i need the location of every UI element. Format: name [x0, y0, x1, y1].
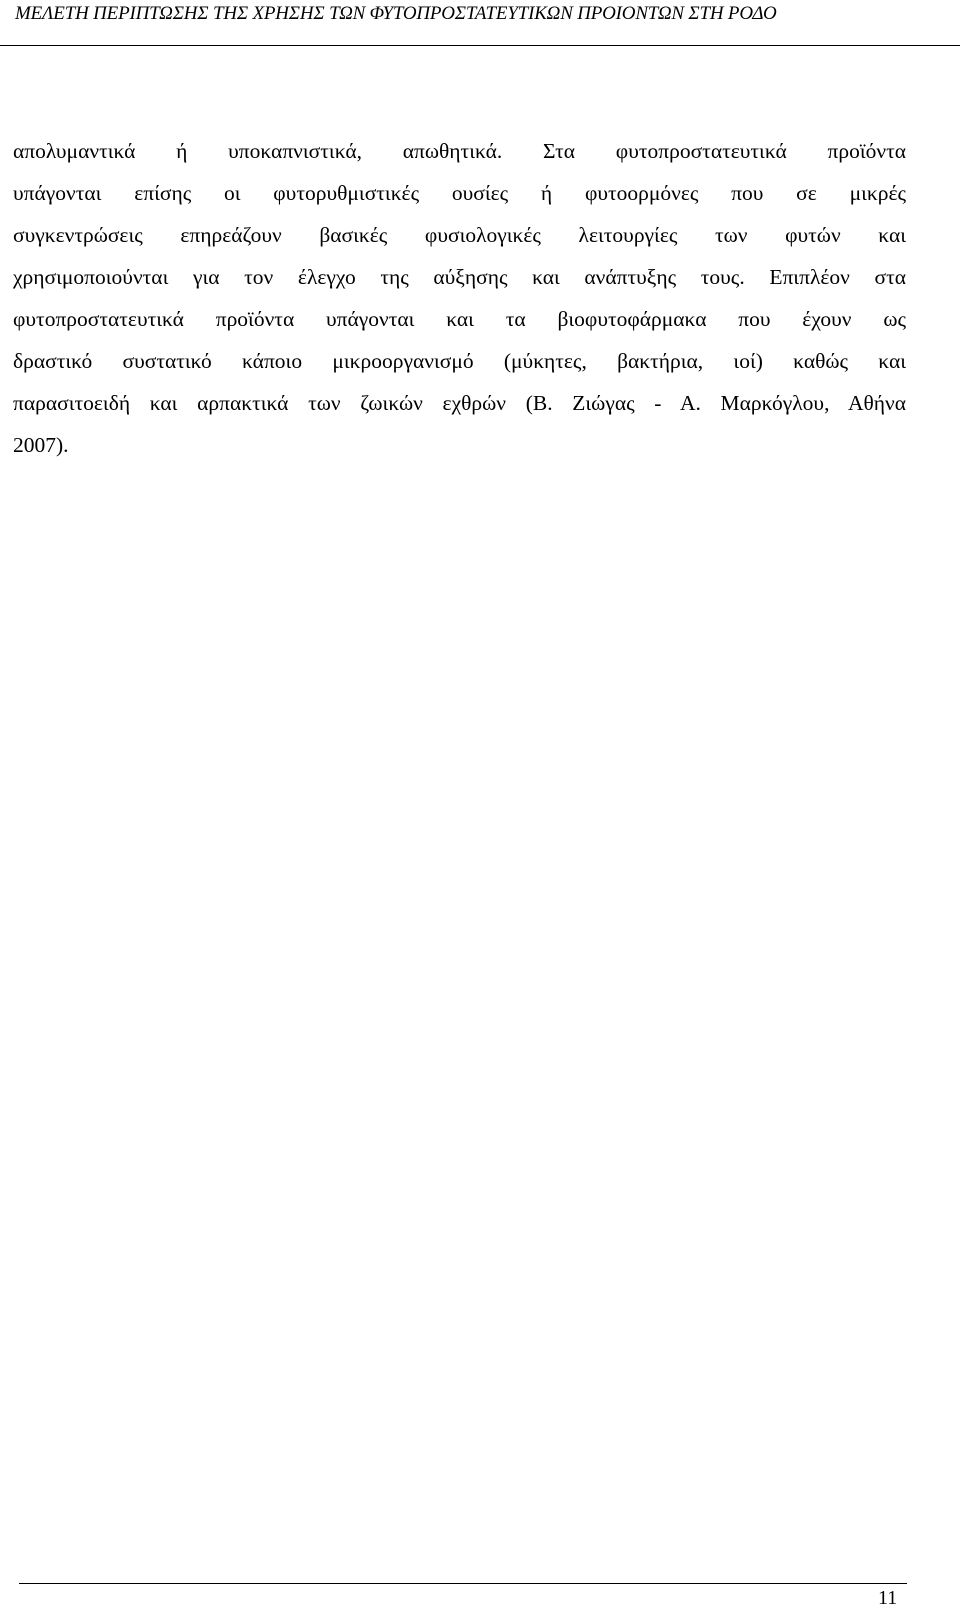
paragraph-line: συγκεντρώσεις επηρεάζουν βασικές φυσιολογικές λειτουργίες των φυτών και: [13, 223, 906, 247]
paragraph-line: απολυμαντικά ή υποκαπνιστικά, απωθητικά. Στα φυτοπροστατευτικά προϊόντα: [13, 139, 906, 163]
page-number: 11: [878, 1587, 898, 1609]
paragraph-line: υπάγονται επίσης οι φυτορυθμιστικές ουσίες ή φυτοορμόνες που σε μικρές: [13, 181, 906, 205]
paragraph-line: δραστικό συστατικό κάποιο μικροοργανισμό (μύκητες, βακτήρια, ιοί) καθώς και: [13, 349, 906, 373]
header-divider: [0, 45, 960, 46]
footer-divider: [19, 1583, 907, 1584]
header-title: ΜΕΛΕΤΗ ΠΕΡΙΠΤΩΣΗΣ ΤΗΣ ΧΡΗΣΗΣ ΤΩΝ ΦΥΤΟΠΡΟΣΤΑΤΕΥΤΙΚΩΝ ΠΡΟΙΟΝΤΩΝ ΣΤΗ ΡΟΔΟ: [15, 3, 777, 24]
paragraph-line: χρησιμοποιούνται για τον έλεγχο της αύξησης και ανάπτυξης τους. Επιπλέον στα: [13, 265, 906, 289]
paragraph-line: παρασιτοειδή και αρπακτικά των ζωικών εχθρών (Β. Ζιώγας - Α. Μαρκόγλου, Αθήνα: [13, 391, 906, 415]
paragraph-line: φυτοπροστατευτικά προϊόντα υπάγονται και τα βιοφυτοφάρμακα που έχουν ως: [13, 307, 906, 331]
paragraph-line: 2007).: [13, 433, 69, 457]
body-paragraph: [13, 130, 906, 466]
